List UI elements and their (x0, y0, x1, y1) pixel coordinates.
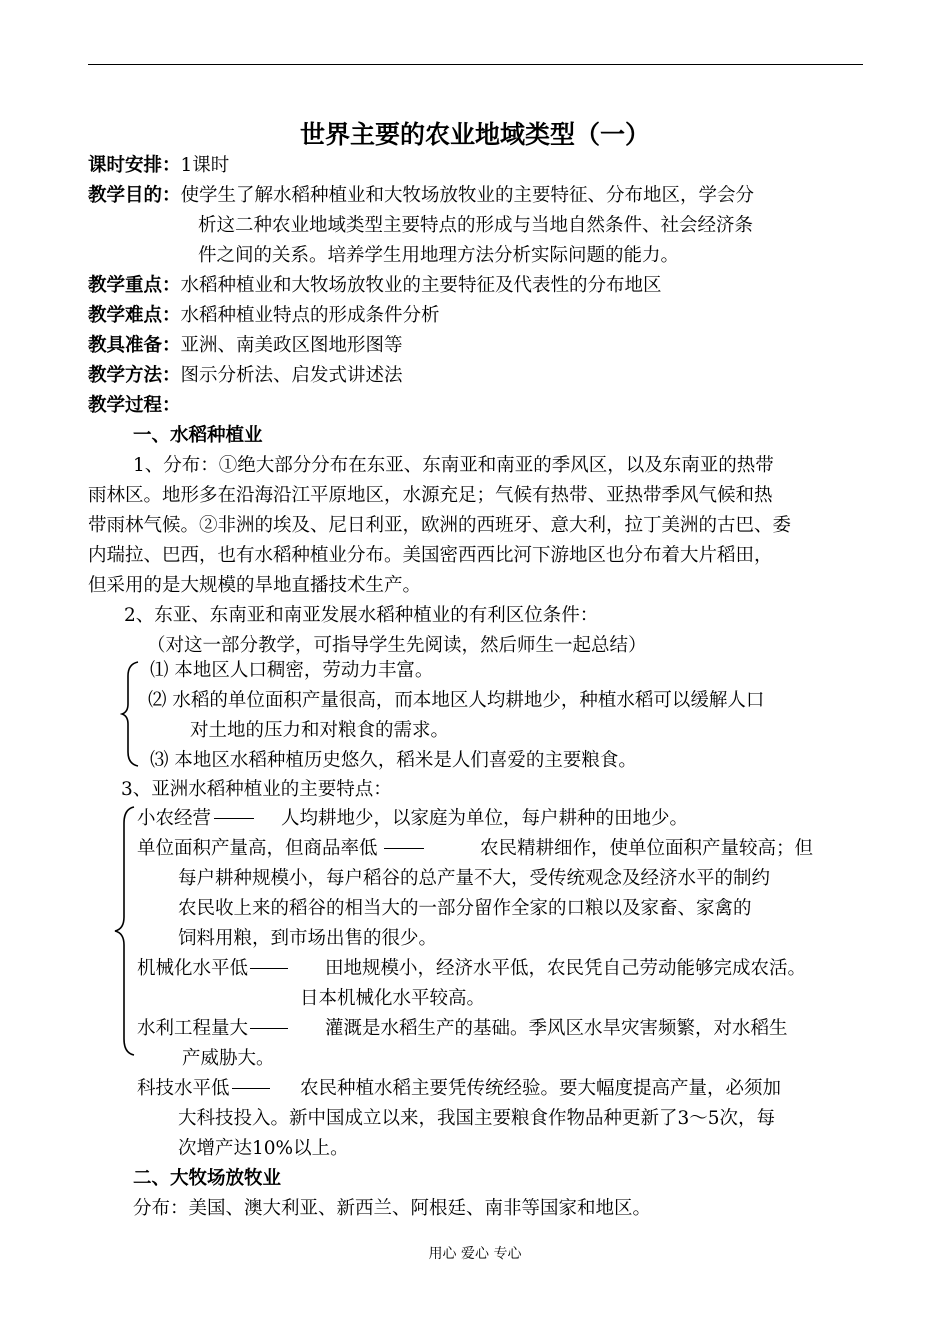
key-label: 教学重点： (88, 275, 181, 296)
condition-2-cont: 对土地的压力和对粮食的需求。 (190, 720, 450, 741)
feature-3-text: 田地规模小，经济水平低，农民凭自己劳动能够完成农活。 (325, 958, 807, 979)
schedule-value: 1课时 (180, 155, 230, 176)
conditions-title: 2、东亚、东南亚和南亚发展水稻种植业的有利区位条件： (124, 605, 599, 626)
feature-3-cont: 日本机械化水平较高。 (300, 988, 486, 1009)
page-title: 世界主要的农业地域类型（一） (299, 120, 650, 149)
feature-4-cont: 产威胁大。 (182, 1048, 275, 1069)
method-value: 图示分析法、启发式讲述法 (180, 365, 403, 386)
schedule-label: 课时安排： (88, 155, 181, 176)
method-label: 教学方法： (88, 365, 181, 386)
feature-5-cont-2: 次增产达10%以上。 (178, 1138, 349, 1159)
method-line (88, 361, 403, 391)
distribution-line-5: 但采用的是大规模的旱地直播技术生产。 (88, 575, 422, 596)
feature-2-text: 农民精耕细作，使单位面积产量较高；但 (480, 838, 814, 859)
condition-1: ⑴ 本地区人口稠密，劳动力丰富。 (150, 660, 434, 681)
features-brace (112, 805, 138, 1057)
feature-1-arrow-line (214, 818, 254, 819)
conditions-brace (120, 660, 142, 768)
distribution-line-1: 1、分布：①绝大部分分布在东亚、东南亚和南亚的季风区，以及东南亚的热带 (133, 455, 774, 476)
difficulty-label: 教学难点： (88, 305, 181, 326)
difficulty-line (88, 301, 440, 331)
difficulty-value: 水稻种植业特点的形成条件分析 (180, 305, 440, 326)
condition-3: ⑶ 本地区水稻种植历史悠久，稻米是人们喜爱的主要粮食。 (150, 750, 637, 771)
section2-heading: 二、大牧场放牧业 (133, 1168, 282, 1189)
feature-2-cont-2: 农民收上来的稻谷的相当大的一部分留作全家的口粮以及家畜、家禽的 (178, 898, 752, 919)
section1-heading: 一、水稻种植业 (133, 425, 263, 446)
feature-3-arrow-line (250, 968, 288, 969)
process-label: 教学过程： (88, 395, 181, 416)
page-footer: 用心 爱心 专心 (428, 1246, 522, 1262)
feature-5-text: 农民种植水稻主要凭传统经验。要大幅度提高产量，必须加 (300, 1078, 782, 1099)
feature-5-arrow-line (232, 1088, 270, 1089)
tools-label: 教具准备： (88, 335, 181, 356)
goal-text-3: 件之间的关系。培养学生用地理方法分析实际问题的能力。 (198, 245, 680, 266)
feature-1 (137, 804, 211, 834)
feature-2-cont-1: 每户耕种规模小，每户稻谷的总产量不大，受传统观念及经济水平的制约 (178, 868, 771, 889)
conditions-note: （对这一部分教学，可指导学生先阅读，然后师生一起总结） (147, 635, 647, 656)
feature-5-label: 科技水平低 (137, 1078, 230, 1099)
feature-2-label: 单位面积产量高，但商品率低 (137, 838, 378, 859)
goal-text-2: 析这二种农业地域类型主要特点的形成与当地自然条件、社会经济条 (198, 215, 754, 236)
header-rule (88, 64, 863, 65)
goal-label: 教学目的： (88, 185, 181, 206)
tools-line (88, 331, 403, 361)
feature-2-cont-3: 饲料用粮，到市场出售的很少。 (178, 928, 438, 949)
tools-value: 亚洲、南美政区图地形图等 (180, 335, 403, 356)
goal-text-1: 使学生了解水稻种植业和大牧场放牧业的主要特征、分布地区，学会分 (180, 185, 755, 206)
distribution-line-4: 内瑞拉、巴西，也有水稻种植业分布。美国密西西比河下游地区也分布着大片稻田， (88, 545, 773, 566)
condition-2: ⑵ 水稻的单位面积产量很高，而本地区人均耕地少，种植水稻可以缓解人口 (148, 690, 765, 711)
schedule-line (88, 151, 229, 181)
goal-line (88, 181, 754, 211)
distribution-line-2: 雨林区。地形多在沿海沿江平原地区，水源充足；气候有热带、亚热带季风气候和热 (88, 485, 773, 506)
feature-4-label: 水利工程量大 (137, 1018, 249, 1039)
feature-4-arrow-line (250, 1028, 288, 1029)
feature-1-text: 人均耕地少，以家庭为单位，每户耕种的田地少。 (281, 808, 689, 829)
feature-1-label: 小农经营 (137, 808, 212, 829)
features-title: 3、亚洲水稻种植业的主要特点： (121, 779, 392, 800)
feature-4-text: 灌溉是水稻生产的基础。季风区水旱灾害频繁，对水稻生 (325, 1018, 788, 1039)
section2-distribution: 分布：美国、澳大利亚、新西兰、阿根廷、南非等国家和地区。 (133, 1198, 652, 1219)
distribution-line-3: 带雨林气候。②非洲的埃及、尼日利亚，欧洲的西班牙、意大利，拉丁美洲的古巴、委 (88, 515, 792, 536)
feature-2-arrow-line (384, 848, 424, 849)
feature-5-cont-1: 大科技投入。新中国成立以来，我国主要粮食作物品种更新了3～5次，每 (178, 1108, 776, 1129)
key-line (88, 271, 662, 301)
feature-3-label: 机械化水平低 (137, 958, 249, 979)
process-line (88, 391, 181, 421)
key-value: 水稻种植业和大牧场放牧业的主要特征及代表性的分布地区 (180, 275, 662, 296)
